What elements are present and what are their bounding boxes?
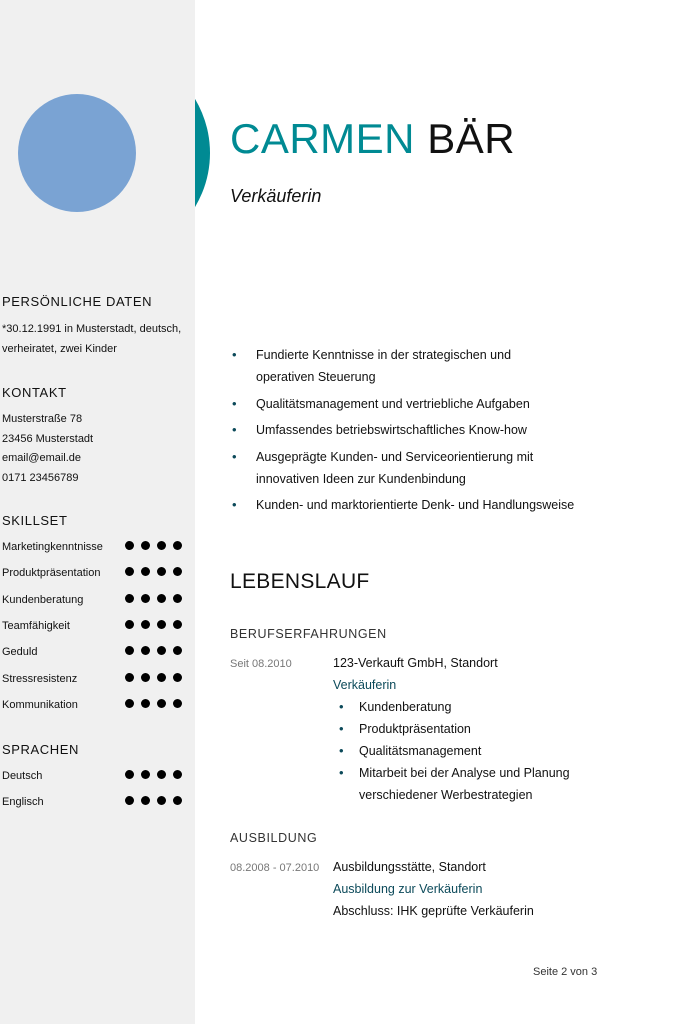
- rating-dot: [157, 646, 166, 655]
- experience-date: Seit 08.2010: [230, 658, 292, 670]
- bullet-icon: •: [232, 347, 237, 362]
- list-item-text: Ausgeprägte Kunden- und Serviceorientierung mit: [256, 449, 534, 464]
- candidate-name: [230, 115, 515, 163]
- rating-dot: [157, 796, 166, 805]
- rating-dot: [173, 770, 182, 779]
- rating-dot: [173, 594, 182, 603]
- skill-row: [2, 565, 182, 585]
- rating-dot: [141, 673, 150, 682]
- rating-dot: [173, 699, 182, 708]
- personal-data-heading: PERSÖNLICHE DATEN: [2, 294, 153, 309]
- experience-tasks: [333, 696, 633, 806]
- list-item: [333, 762, 633, 806]
- list-item-text: innovativen Ideen zur Kundenbindung: [256, 471, 466, 486]
- skill-label: Geduld: [2, 646, 38, 659]
- skill-row: [2, 644, 182, 664]
- highlights-list: [230, 344, 650, 521]
- rating-dot: [173, 796, 182, 805]
- list-item-text: Qualitätsmanagement: [359, 744, 482, 758]
- list-item-text: Produktpräsentation: [359, 722, 471, 736]
- skill-row: [2, 768, 182, 788]
- skill-label: Englisch: [2, 796, 44, 809]
- contact-text: [2, 410, 93, 488]
- rating-dot: [157, 620, 166, 629]
- skill-rating: [125, 594, 182, 603]
- contact-street: Musterstraße 78: [2, 413, 83, 425]
- personal-line: *30.12.1991 in Musterstadt, deutsch,: [2, 323, 182, 335]
- list-item: [230, 419, 650, 441]
- rating-dot: [125, 567, 134, 576]
- skill-row: [2, 697, 182, 717]
- rating-dot: [125, 770, 134, 779]
- contact-city: 23456 Musterstadt: [2, 432, 94, 445]
- rating-dot: [157, 567, 166, 576]
- rating-dot: [141, 770, 150, 779]
- rating-dot: [141, 594, 150, 603]
- list-item: [333, 718, 633, 740]
- list-item-text: Qualitätsmanagement und vertriebliche Aufgaben: [256, 396, 530, 411]
- rating-dot: [125, 699, 134, 708]
- rating-dot: [173, 567, 182, 576]
- skill-label: Stressresistenz: [2, 672, 78, 685]
- skill-row: [2, 539, 182, 559]
- rating-dot: [157, 770, 166, 779]
- skill-label: Kommunikation: [2, 698, 78, 711]
- rating-dot: [141, 796, 150, 805]
- list-item: [230, 446, 650, 490]
- rating-dot: [173, 541, 182, 550]
- languages-heading: SPRACHEN: [2, 742, 80, 757]
- list-item-text: Kundenberatung: [359, 700, 452, 714]
- profile-photo-placeholder: [18, 94, 136, 212]
- job-title: Verkäuferin: [230, 186, 322, 206]
- experience-entry: [333, 652, 633, 806]
- skill-rating: [125, 699, 182, 708]
- education-entry: [333, 856, 633, 922]
- contact-email: email@email.de: [2, 452, 82, 464]
- bullet-icon: •: [339, 721, 344, 736]
- rating-dot: [125, 646, 134, 655]
- skill-label: Produktpräsentation: [2, 567, 101, 580]
- rating-dot: [141, 699, 150, 708]
- skill-label: Teamfähigkeit: [2, 619, 70, 632]
- list-item-text: verschiedener Werbestrategien: [359, 788, 533, 802]
- bullet-icon: •: [232, 395, 237, 411]
- first-name: CARMEN: [230, 115, 416, 162]
- bullet-icon: •: [339, 765, 344, 780]
- skill-rating: [125, 567, 182, 576]
- cv-title: LEBENSLAUF: [230, 570, 370, 593]
- list-item-text: Fundierte Kenntnisse in der strategischen und: [256, 348, 512, 362]
- rating-dot: [125, 594, 134, 603]
- last-name: BÄR: [427, 115, 516, 162]
- rating-dot: [157, 699, 166, 708]
- list-item-text: Kunden- und marktorientierte Denk- und Handlungsweise: [256, 498, 575, 512]
- bullet-icon: •: [232, 422, 237, 437]
- rating-dot: [141, 646, 150, 655]
- education-institution: Ausbildungsstätte, Standort: [333, 860, 486, 874]
- skill-row: [2, 794, 182, 814]
- rating-dot: [141, 620, 150, 629]
- experience-heading: BERUFSERFAHRUNGEN: [230, 627, 387, 641]
- skill-rating: [125, 620, 182, 629]
- contact-phone: 0171 23456789: [2, 471, 79, 484]
- skill-rating: [125, 796, 182, 805]
- rating-dot: [173, 646, 182, 655]
- rating-dot: [125, 541, 134, 550]
- rating-dot: [141, 541, 150, 550]
- rating-dot: [173, 673, 182, 682]
- personal-line: verheiratet, zwei Kinder: [2, 342, 117, 355]
- rating-dot: [157, 594, 166, 603]
- rating-dot: [141, 567, 150, 576]
- education-program: Ausbildung zur Verkäuferin: [333, 882, 483, 896]
- skill-row: [2, 592, 182, 612]
- skillset-heading: SKILLSET: [2, 513, 68, 528]
- skill-rating: [125, 646, 182, 655]
- education-degree: Abschluss: IHK geprüfte Verkäuferin: [333, 904, 534, 918]
- skill-row: [2, 671, 182, 691]
- list-item-text: operativen Steuerung: [256, 370, 376, 384]
- list-item: [333, 696, 633, 718]
- skill-label: Deutsch: [2, 770, 43, 782]
- bullet-icon: •: [339, 743, 344, 758]
- skill-label: Marketingkenntnisse: [2, 541, 103, 553]
- rating-dot: [173, 620, 182, 629]
- rating-dot: [157, 541, 166, 550]
- bullet-icon: •: [232, 497, 237, 512]
- rating-dot: [125, 620, 134, 629]
- experience-company: 123-Verkauft GmbH, Standort: [333, 656, 498, 670]
- list-item: [230, 494, 650, 516]
- contact-heading: KONTAKT: [2, 385, 67, 400]
- education-heading: AUSBILDUNG: [230, 831, 318, 845]
- skill-row: [2, 618, 182, 638]
- skill-rating: [125, 541, 182, 550]
- personal-data-text: [2, 320, 181, 359]
- list-item-text: Mitarbeit bei der Analyse und Planung: [359, 766, 570, 780]
- education-date: 08.2008 - 07.2010: [230, 862, 320, 874]
- experience-role: Verkäuferin: [333, 678, 397, 692]
- bullet-icon: •: [232, 448, 237, 464]
- skill-label: Kundenberatung: [2, 593, 84, 606]
- list-item-text: Umfassendes betriebswirtschaftliches Know-how: [256, 423, 527, 437]
- bullet-icon: •: [339, 699, 344, 714]
- rating-dot: [125, 796, 134, 805]
- rating-dot: [125, 673, 134, 682]
- list-item: [333, 740, 633, 762]
- list-item: [230, 344, 650, 388]
- list-item: [230, 393, 650, 415]
- rating-dot: [157, 673, 166, 682]
- skill-rating: [125, 770, 182, 779]
- skill-rating: [125, 673, 182, 682]
- page-number: Seite 2 von 3: [533, 966, 598, 978]
